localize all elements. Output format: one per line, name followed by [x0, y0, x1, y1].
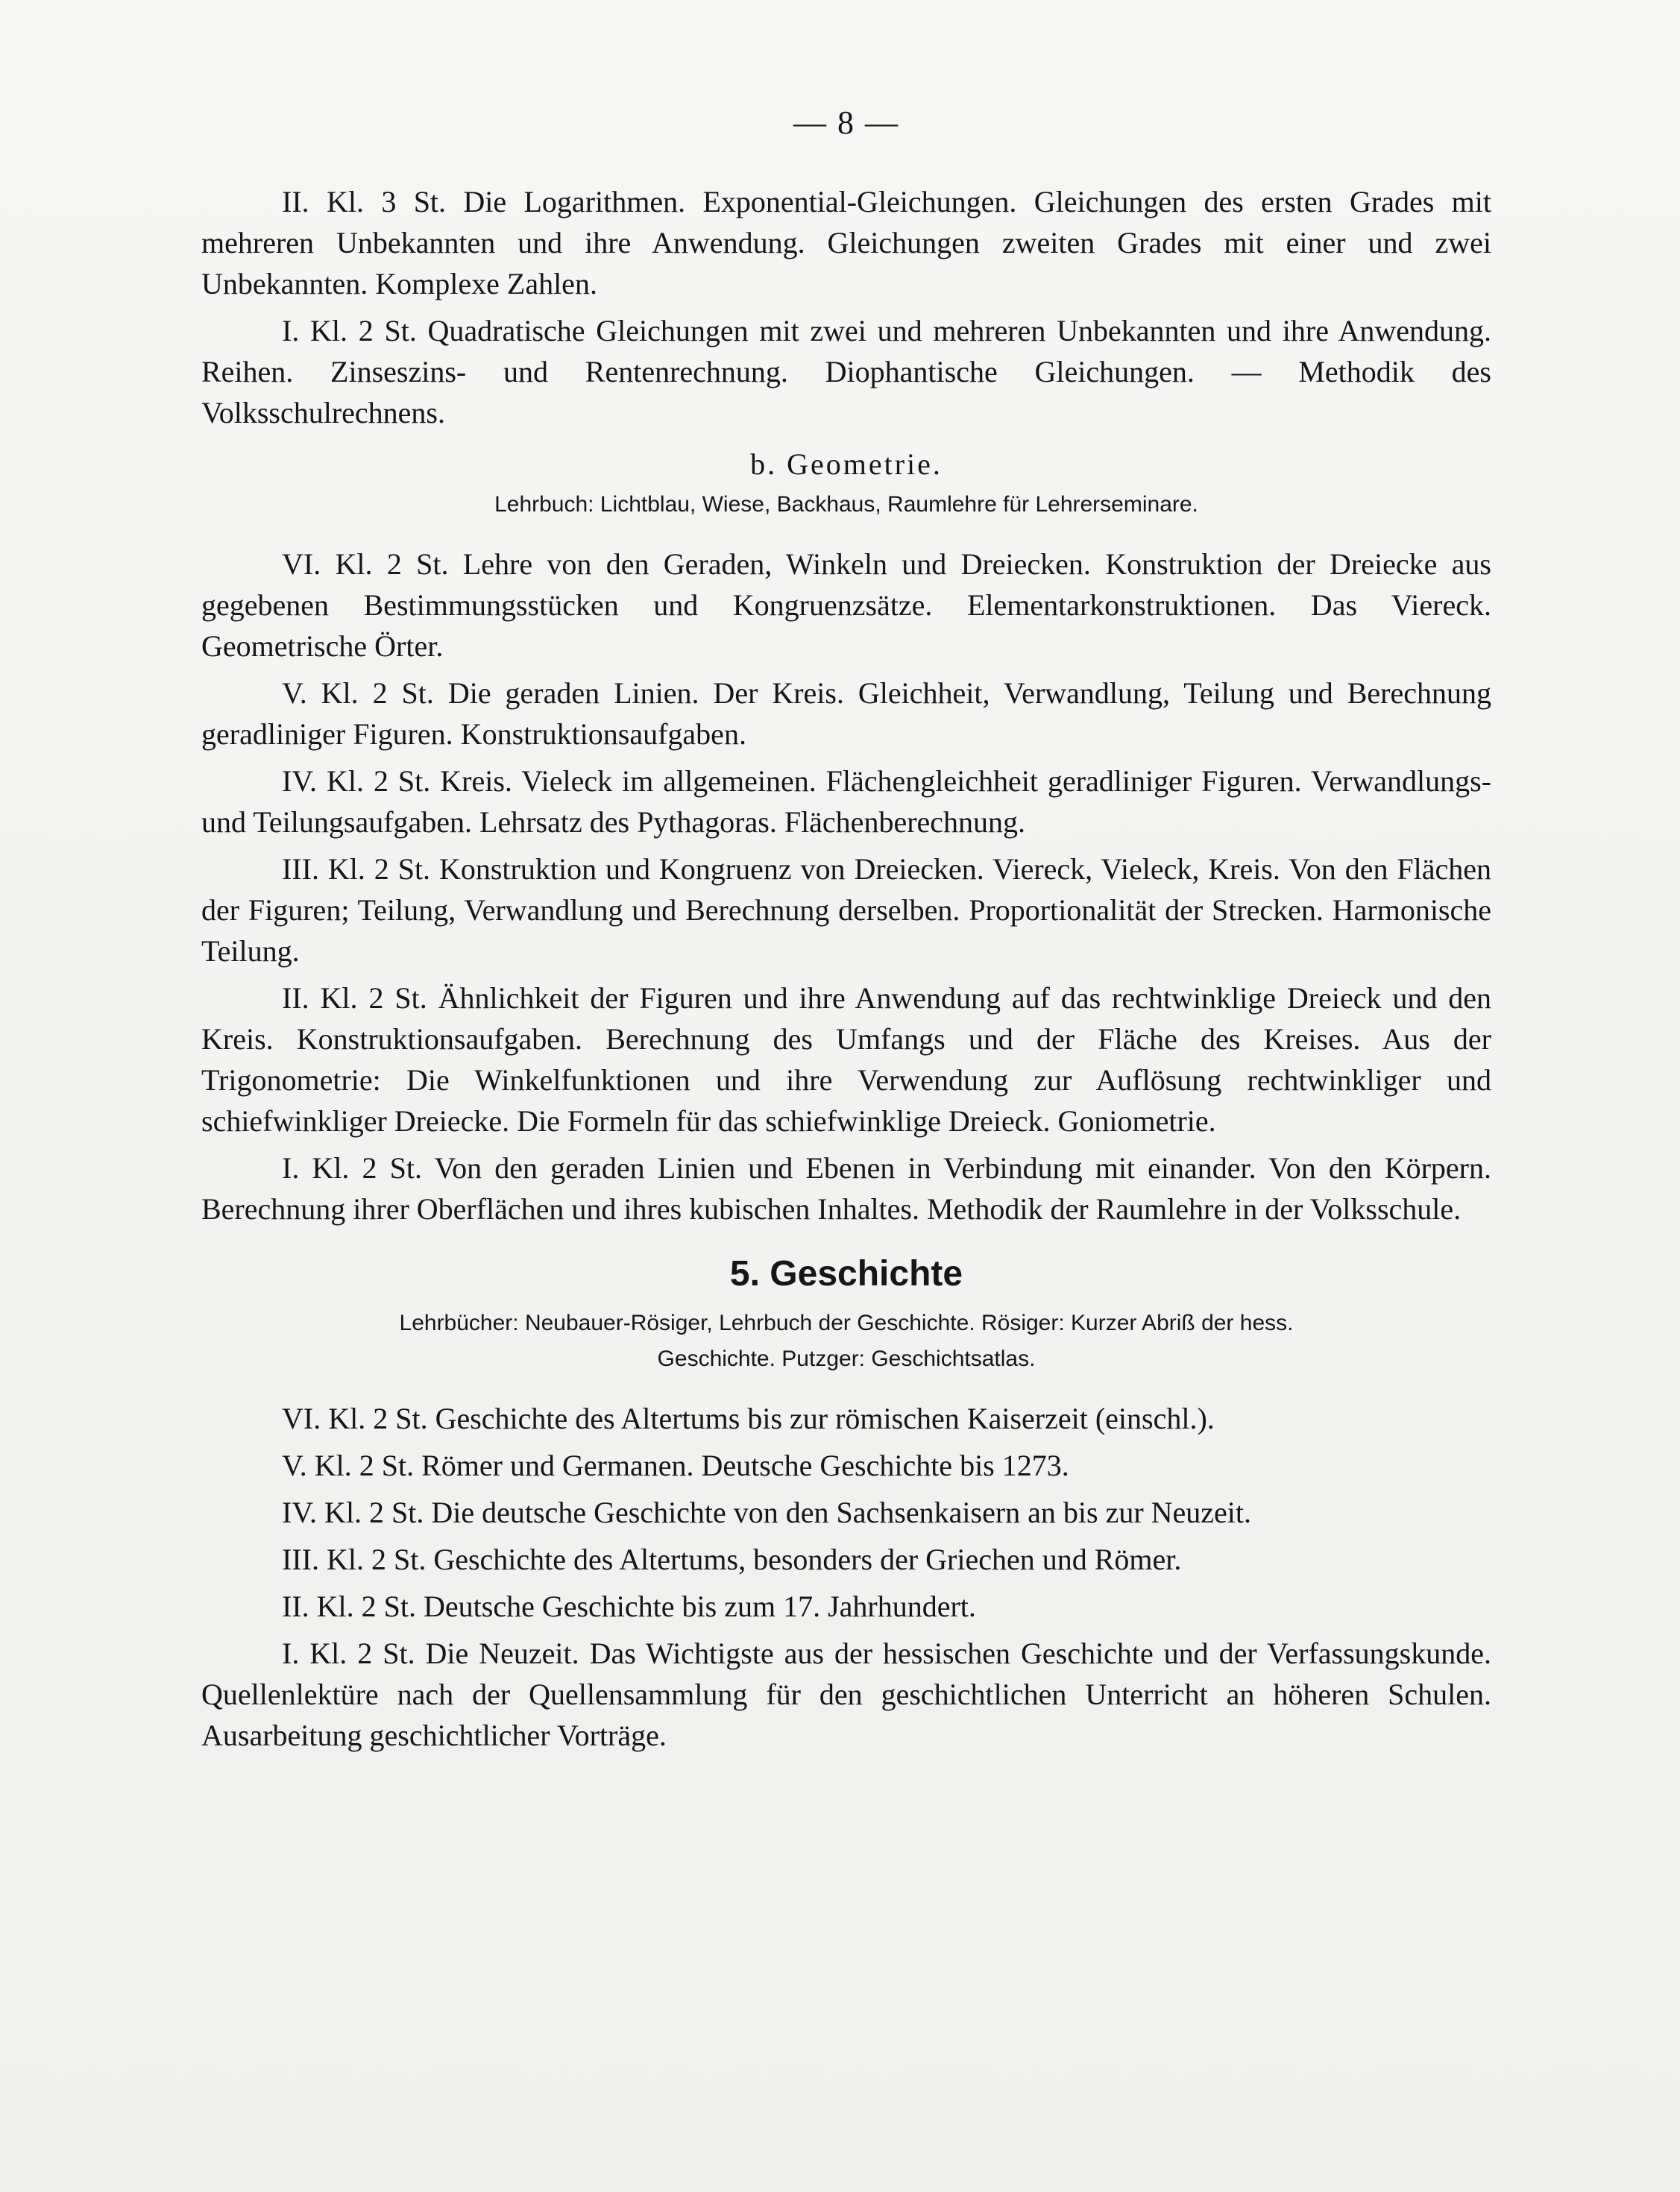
geometry-paragraph-1: VI. Kl. 2 St. Lehre von den Geraden, Winkeln und Dreiecken. Konstruktion der Dreiecke aus gegebenen Bestimmungsstücken und Kongruenzsätze. Elementarkonstruktionen. Das Viereck. Geometrische Örter. — [201, 547, 1491, 663]
geometry-paragraph-5: II. Kl. 2 St. Ähnlichkeit der Figuren und ihre Anwendung auf das rechtwinklige Dreieck und den Kreis. Konstruktionsaufgaben. Berechnung des Umfangs und der Fläche des Kreises. Aus der Trigonometrie: Die Winkelfunktionen und ihre Verwendung zur Auflösung rechtwinkliger und schiefwinkliger Dreiecke. Die Formeln für das schiefwinklige Dreieck. Goniometrie. — [201, 981, 1491, 1138]
history-textbook-line-2: Geschichte. Putzger: Geschichtsatlas. — [657, 1347, 1036, 1371]
history-paragraph-5: II. Kl. 2 St. Deutsche Geschichte bis zum 17. Jahrhundert. — [282, 1590, 976, 1623]
geometry-paragraph-2: V. Kl. 2 St. Die geraden Linien. Der Kreis. Gleichheit, Verwandlung, Teilung und Berechnung geradliniger Figuren. Konstruktionsaufgaben. — [201, 676, 1491, 751]
history-paragraph-6: I. Kl. 2 St. Die Neuzeit. Das Wichtigste aus der hessischen Geschichte und der Verfassungskunde. Quellenlektüre nach der Quellensammlung für den geschichtlichen Unterricht an höheren Schulen. Ausarbeitung geschichtlicher Vorträge. — [201, 1637, 1491, 1752]
page-content — [201, 101, 1491, 1762]
history-paragraph-4: III. Kl. 2 St. Geschichte des Altertums, besonders der Griechen und Römer. — [282, 1543, 1182, 1576]
history-paragraph-2: V. Kl. 2 St. Römer und Germanen. Deutsche Geschichte bis 1273. — [282, 1449, 1069, 1482]
algebra-paragraph-1: II. Kl. 3 St. Die Logarithmen. Exponential-Gleichungen. Gleichungen des ersten Grades mit mehreren Unbekannten und ihre Anwendung. Gleichungen zweiten Grades mit einer und zwei Unbekannten. Komplexe Zahlen. — [201, 185, 1491, 300]
history-paragraph-1: VI. Kl. 2 St. Geschichte des Altertums bis zur römischen Kaiserzeit (einschl.). — [282, 1402, 1215, 1435]
geometry-paragraph-4: III. Kl. 2 St. Konstruktion und Kongruenz von Dreiecken. Viereck, Vieleck, Kreis. Von den Flächen der Figuren; Teilung, Verwandlung und Berechnung derselben. Proportionalität der Strecken. Harmonische Teilung. — [201, 852, 1491, 968]
geometry-textbook: Lehrbuch: Lichtblau, Wiese, Backhaus, Raumlehre für Lehrerseminare. — [494, 492, 1198, 517]
geometry-paragraph-6: I. Kl. 2 St. Von den geraden Linien und Ebenen in Verbindung mit einander. Von den Körpern. Berechnung ihrer Oberflächen und ihres kubischen Inhaltes. Methodik der Raumlehre in der Volksschule. — [201, 1151, 1491, 1226]
geometry-title: b. Geometrie. — [750, 447, 943, 481]
history-textbook-line-1: Lehrbücher: Neubauer-Rösiger, Lehrbuch der Geschichte. Rösiger: Kurzer Abriß der hess. — [399, 1311, 1294, 1335]
geometry-paragraph-3: IV. Kl. 2 St. Kreis. Vieleck im allgemeinen. Flächengleichheit geradliniger Figuren. Verwandlungs- und Teilungsaufgaben. Lehrsatz des Pythagoras. Flächenberechnung. — [201, 764, 1491, 839]
page-number: — 8 — — [793, 104, 899, 141]
history-title: 5. Geschichte — [729, 1254, 963, 1294]
history-textbook — [201, 1306, 1491, 1377]
algebra-paragraph-2: I. Kl. 2 St. Quadratische Gleichungen mit zwei und mehreren Unbekannten und ihre Anwendung. Reihen. Zinseszins- und Rentenrechnung. Diophantische Gleichungen. — Methodik des Volksschulrechnens. — [201, 314, 1491, 429]
history-paragraph-3: IV. Kl. 2 St. Die deutsche Geschichte von den Sachsenkaisern an bis zur Neuzeit. — [282, 1496, 1252, 1529]
